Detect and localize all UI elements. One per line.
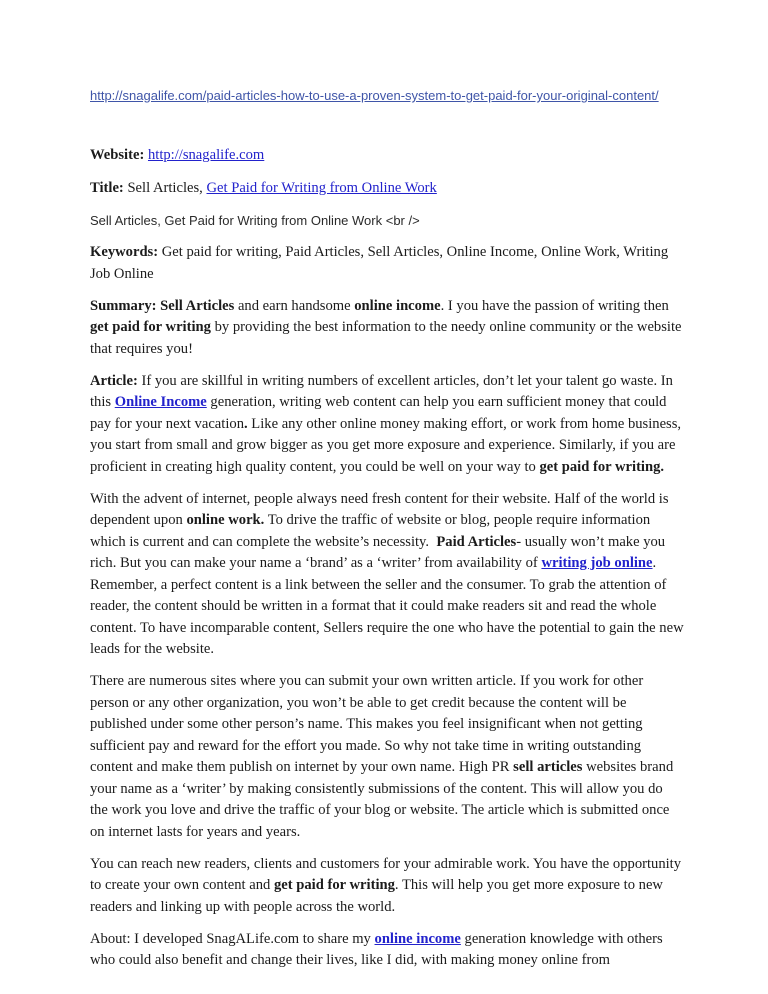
text-run: About: I developed SnagALife.com to share my [90, 930, 375, 947]
text-run: Sell Articles, Get Paid for Writing from Online Work <br /> [90, 213, 420, 228]
text-run: . I you have the passion of writing then [440, 297, 669, 314]
text-run: . [244, 415, 248, 432]
text-run: by providing the best information to the needy online community or the website that requires you! [90, 319, 682, 357]
text-run: get paid for writing. [539, 458, 665, 475]
text-run: get paid for writing [273, 877, 395, 893]
text-run: Paid Articles [436, 533, 517, 550]
website-link[interactable]: http://snagalife.com [147, 147, 265, 163]
text-run: get paid for writing [90, 319, 211, 335]
body-paragraph-2 [90, 671, 684, 843]
text-run: - usually won’t make you rich. But you can make your name a ‘brand’ as a ‘writer’ from availability of [90, 533, 666, 571]
text-run: Like any other online money making effort, or work from home business, you start from small and grow bigger as you get more exposure and experience. Similarly, if you are proficient in creating high quality content, you could be well on your way to [90, 415, 682, 475]
body-paragraph-3 [90, 854, 684, 919]
text-run: You can reach new readers, clients and customers for your admirable work. You have the opportunity to create your own content and [90, 855, 682, 893]
body-paragraph-1 [90, 489, 684, 661]
text-run: There are numerous sites where you can submit your own written article. If you work for other person or any other organization, you won’t be able to get credit because the content will be published under some other person’s name. This makes you feel insignificant when not getting sufficient pay and reward for the effort you made. So why not take time in writing outstanding content and make them publish on internet by your own name. High PR [90, 673, 644, 775]
text-run: sell articles [513, 759, 583, 775]
about-paragraph [90, 929, 684, 972]
title-link[interactable]: Get Paid for Writing from Online Work [206, 179, 437, 196]
text-run: Get paid for writing, Paid Articles, Sell Articles, Online Income, Online Work, Writing Job Online [90, 244, 669, 282]
text-run: Website: [90, 147, 148, 163]
top-url-line [90, 88, 684, 104]
text-run: online income [354, 297, 441, 314]
text-run: generation, writing web content can help you earn sufficient money that could pay for your next vacation [90, 394, 667, 432]
online-income-link[interactable]: Online Income [114, 394, 207, 410]
text-run: . Remember, a perfect content is a link between the seller and the consumer. To grab the attention of reader, the content should be written in a format that it could make readers sit and read the whole content. To have incomparable content, Sellers require the one who have the potential to gain the new leads for the website. [90, 555, 684, 657]
text-run: websites brand your name as a ‘writer’ by making consistently submissions of the content. This will allow you do the work you love and drive the traffic of your blog or website. The article which is submitted once on internet lasts for years and years. [90, 759, 674, 840]
writing-job-online-link[interactable]: writing job online [541, 555, 653, 571]
alt-title-line [90, 212, 684, 230]
keywords-line [90, 242, 684, 285]
website-line [90, 145, 684, 167]
document-body [90, 88, 684, 972]
text-run: To drive the traffic of website or blog, people require information which is current and can complete the website’s necessity. [90, 512, 651, 550]
text-run: With the advent of internet, people always need fresh content for their website. Half of the world is dependent upon [90, 490, 669, 528]
summary-paragraph [90, 296, 684, 361]
text-run: Article: [90, 372, 142, 389]
text-run: If you are skillful in writing numbers of excellent articles, don’t let your talent go waste. In this [90, 372, 673, 410]
text-run: and earn handsome [234, 297, 355, 314]
about-online-income-link[interactable]: online income [374, 930, 461, 947]
text-run: Sell Articles, [127, 179, 207, 196]
text-run: generation knowledge with others who could also benefit and change their lives, like I did, with making money online from [90, 930, 663, 968]
text-run: Keywords: [90, 244, 162, 260]
article-paragraph [90, 371, 684, 479]
text-run: Title: [90, 179, 128, 196]
text-run: Summary: Sell Articles [90, 297, 235, 314]
top-url-link[interactable]: http://snagalife.com/paid-articles-how-to-use-a-proven-system-to-get-paid-for-your-original-content/ [90, 88, 659, 103]
text-run: online work. [186, 512, 265, 528]
text-run: . This will help you get more exposure to new readers and linking up with people across the world. [90, 877, 663, 915]
title-line [90, 178, 684, 200]
